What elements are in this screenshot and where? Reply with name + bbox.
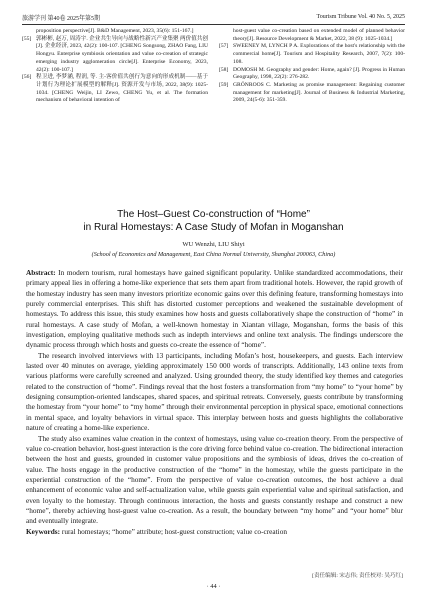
keywords-label: Keywords: <box>26 526 61 536</box>
reference-number: [56] <box>22 74 32 81</box>
reference-number: [58] <box>219 66 229 73</box>
article-title-line-1: The Host–Guest Co-construction of “Home” <box>117 209 310 220</box>
editor-note: [责任编辑: 宋志伟; 责任校对: 吴巧红] <box>312 573 403 579</box>
reference-item <box>22 36 208 75</box>
reference-item <box>22 28 208 36</box>
abstract-paragraph: The study also examines value creation in the context of homestays, using value co-creation theory. From the perspective of value co-creation behavior, host-guest interaction is the core driving force behind value co-creation. The bidirectional interaction between the host and guests, grounded in customer value propositions and the symbiosis of ideas, drives the co-creation of value. The hosts engage in the productive construction of the “home” in the homestay, while the guests participate in the experiential construction of the “home”. From the perspective of value co-creation outcomes, the host achieve a dual enhancement of economic value and self-actualization value, while guests gain experiential value and spiritual satisfaction, and even loyalty to the homestay. Through continuous interaction, the hosts and guests constantly reshape and construct a new “home”, thereby achieving host-guest value co-creation. As a result, the boundary between “my home” and “your home” blur and eventually integrate. <box>26 433 403 526</box>
keywords-line <box>26 527 403 537</box>
header-divider <box>22 24 405 25</box>
reference-number: [55] <box>22 35 32 42</box>
reference-number: [59] <box>219 81 229 88</box>
page-number: · 44 · <box>206 583 221 590</box>
article-title <box>22 208 405 234</box>
reference-text: host-guest value co-creation based on extended model of planned behavior theory[J]. Resource Development & Market, 2022, 38 (9): 1025-1034.] <box>233 28 405 42</box>
reference-item <box>219 82 405 105</box>
keywords-text: rural homestays; “home” attribute; host-guest construction; value co-creation <box>60 526 288 536</box>
reference-item <box>219 43 405 66</box>
running-header <box>22 11 405 23</box>
abstract-label: Abstract: <box>26 268 56 277</box>
reference-item <box>22 74 208 105</box>
reference-text: GRÖNROOS C. Marketing as promise management: Regaining customer management for marketing[J]. Journal of Business & Industrial Marketing, 2009, 24(5-6): 351-359. <box>233 81 405 104</box>
journal-header-left: 旅游学刊 第40卷 2025年第5期 <box>22 15 101 22</box>
reference-item <box>219 28 405 43</box>
abstract-paragraph: The research involved interviews with 13 participants, including Mofan’s host, housekeepers, and guests. Each interview lasted over 40 minutes on average, yielding approximately 150 000 words of transcripts. Additionally, 143 online texts from various platforms were carefully screened and analyzed. Using grounded theory, the study identified key themes and categories related to the construction of “home”. Findings reveal that the host fosters a transformation from “my home” to “your home” by designing consumption-oriented landscapes, shared spaces, and spiritual retreats. Conversely, guests contribute by transforming the homestay from “your home” to “my home” through their environmental perception in physical space, emotional connections in mental space, and loyalty behaviors in virtual space. This interplay between hosts and guests highlights the collaborative nature of creating a home-like experience. <box>26 350 403 433</box>
reference-list <box>22 28 405 194</box>
article-authors: WU Wenzhi, LIU Shiyi <box>182 241 245 248</box>
reference-text: DOMOSH M. Geography and gender: Home, again? [J]. Progress in Human Geography, 1998, 22(2): 276-282. <box>233 66 405 81</box>
abstract-paragraph <box>26 268 403 351</box>
reference-text: proposition perspective[J]. B&D Management, 2023, 35(6): 151-167.] <box>36 28 194 34</box>
journal-header-right: Tourism Tribune Vol. 40 No. 5, 2025 <box>316 14 405 20</box>
reference-number: [57] <box>219 43 229 50</box>
reference-number <box>22 28 36 36</box>
reference-column-left <box>22 28 208 194</box>
reference-text: SWEENEY M, LYNCH P A. Explorations of the host's relationship with the commercial home[J]. Tourism and Hospitality Research, 2007, 7(2): 100-108. <box>233 43 405 65</box>
reference-number <box>219 28 233 43</box>
abstract-body <box>26 268 403 537</box>
reference-text: 郭彬彬, 赵万, 周涛宇. 企业共生导向与战略性新兴产业集聚 两价值共创[J]. 企业经济, 2023, 42(2): 100-107. [CHENG Songsong, ZHAO Fang, LIU Hongyu. Enterprise symbiosis orientation and value co-creation of strategic emerging industry agglomeration circle[J]. Enterprise Economy, 2023, 42(2): 100-107.] <box>36 35 209 73</box>
reference-text: 程卫进, 李梦涵, 程润, 等. 主-客价值共创行为意向的形成机制——基于计划行为理论扩展模型的解释[J]. 资源开发与市场, 2022, 38(9): 1025-1034. [CHENG Weijin, LI Zewo, CHENG Yu, et al. The formation mechanism of behavioral intention of <box>36 74 208 104</box>
article-title-line-2: in Rural Homestays: A Case Study of Mofan in Moganshan <box>83 222 344 233</box>
abstract-text: In modern tourism, rural homestays have gained significant popularity. Unlike standardized accommodations, their primary appeal lies in offering a home-like experience that sets them apart from traditional hotels. However, the rapid growth of the homestay industry has seen many investors prioritize economic gains over this defining feature, transforming homestays into purely commercial enterprises. This shift has distorted customer perceptions and weakened the sustainable development of homestays. To address this issue, this study examines how hosts and guests collaboratively shape the construction of “home” in rural homestays. A case study of Mofan, a well-known homestay in Xiantan village, Moganshan, forms the basis of this investigation, employing qualitative methods such as indepth interviews and online text analysis. The findings underscore the dynamic process through which hosts and guests co-create the essence of “home”. <box>26 268 403 350</box>
reference-item <box>219 67 405 82</box>
author-affiliation: (School of Economics and Management, East China Normal University, Shanghai 200063, China) <box>91 251 336 258</box>
reference-column-right <box>219 28 405 194</box>
